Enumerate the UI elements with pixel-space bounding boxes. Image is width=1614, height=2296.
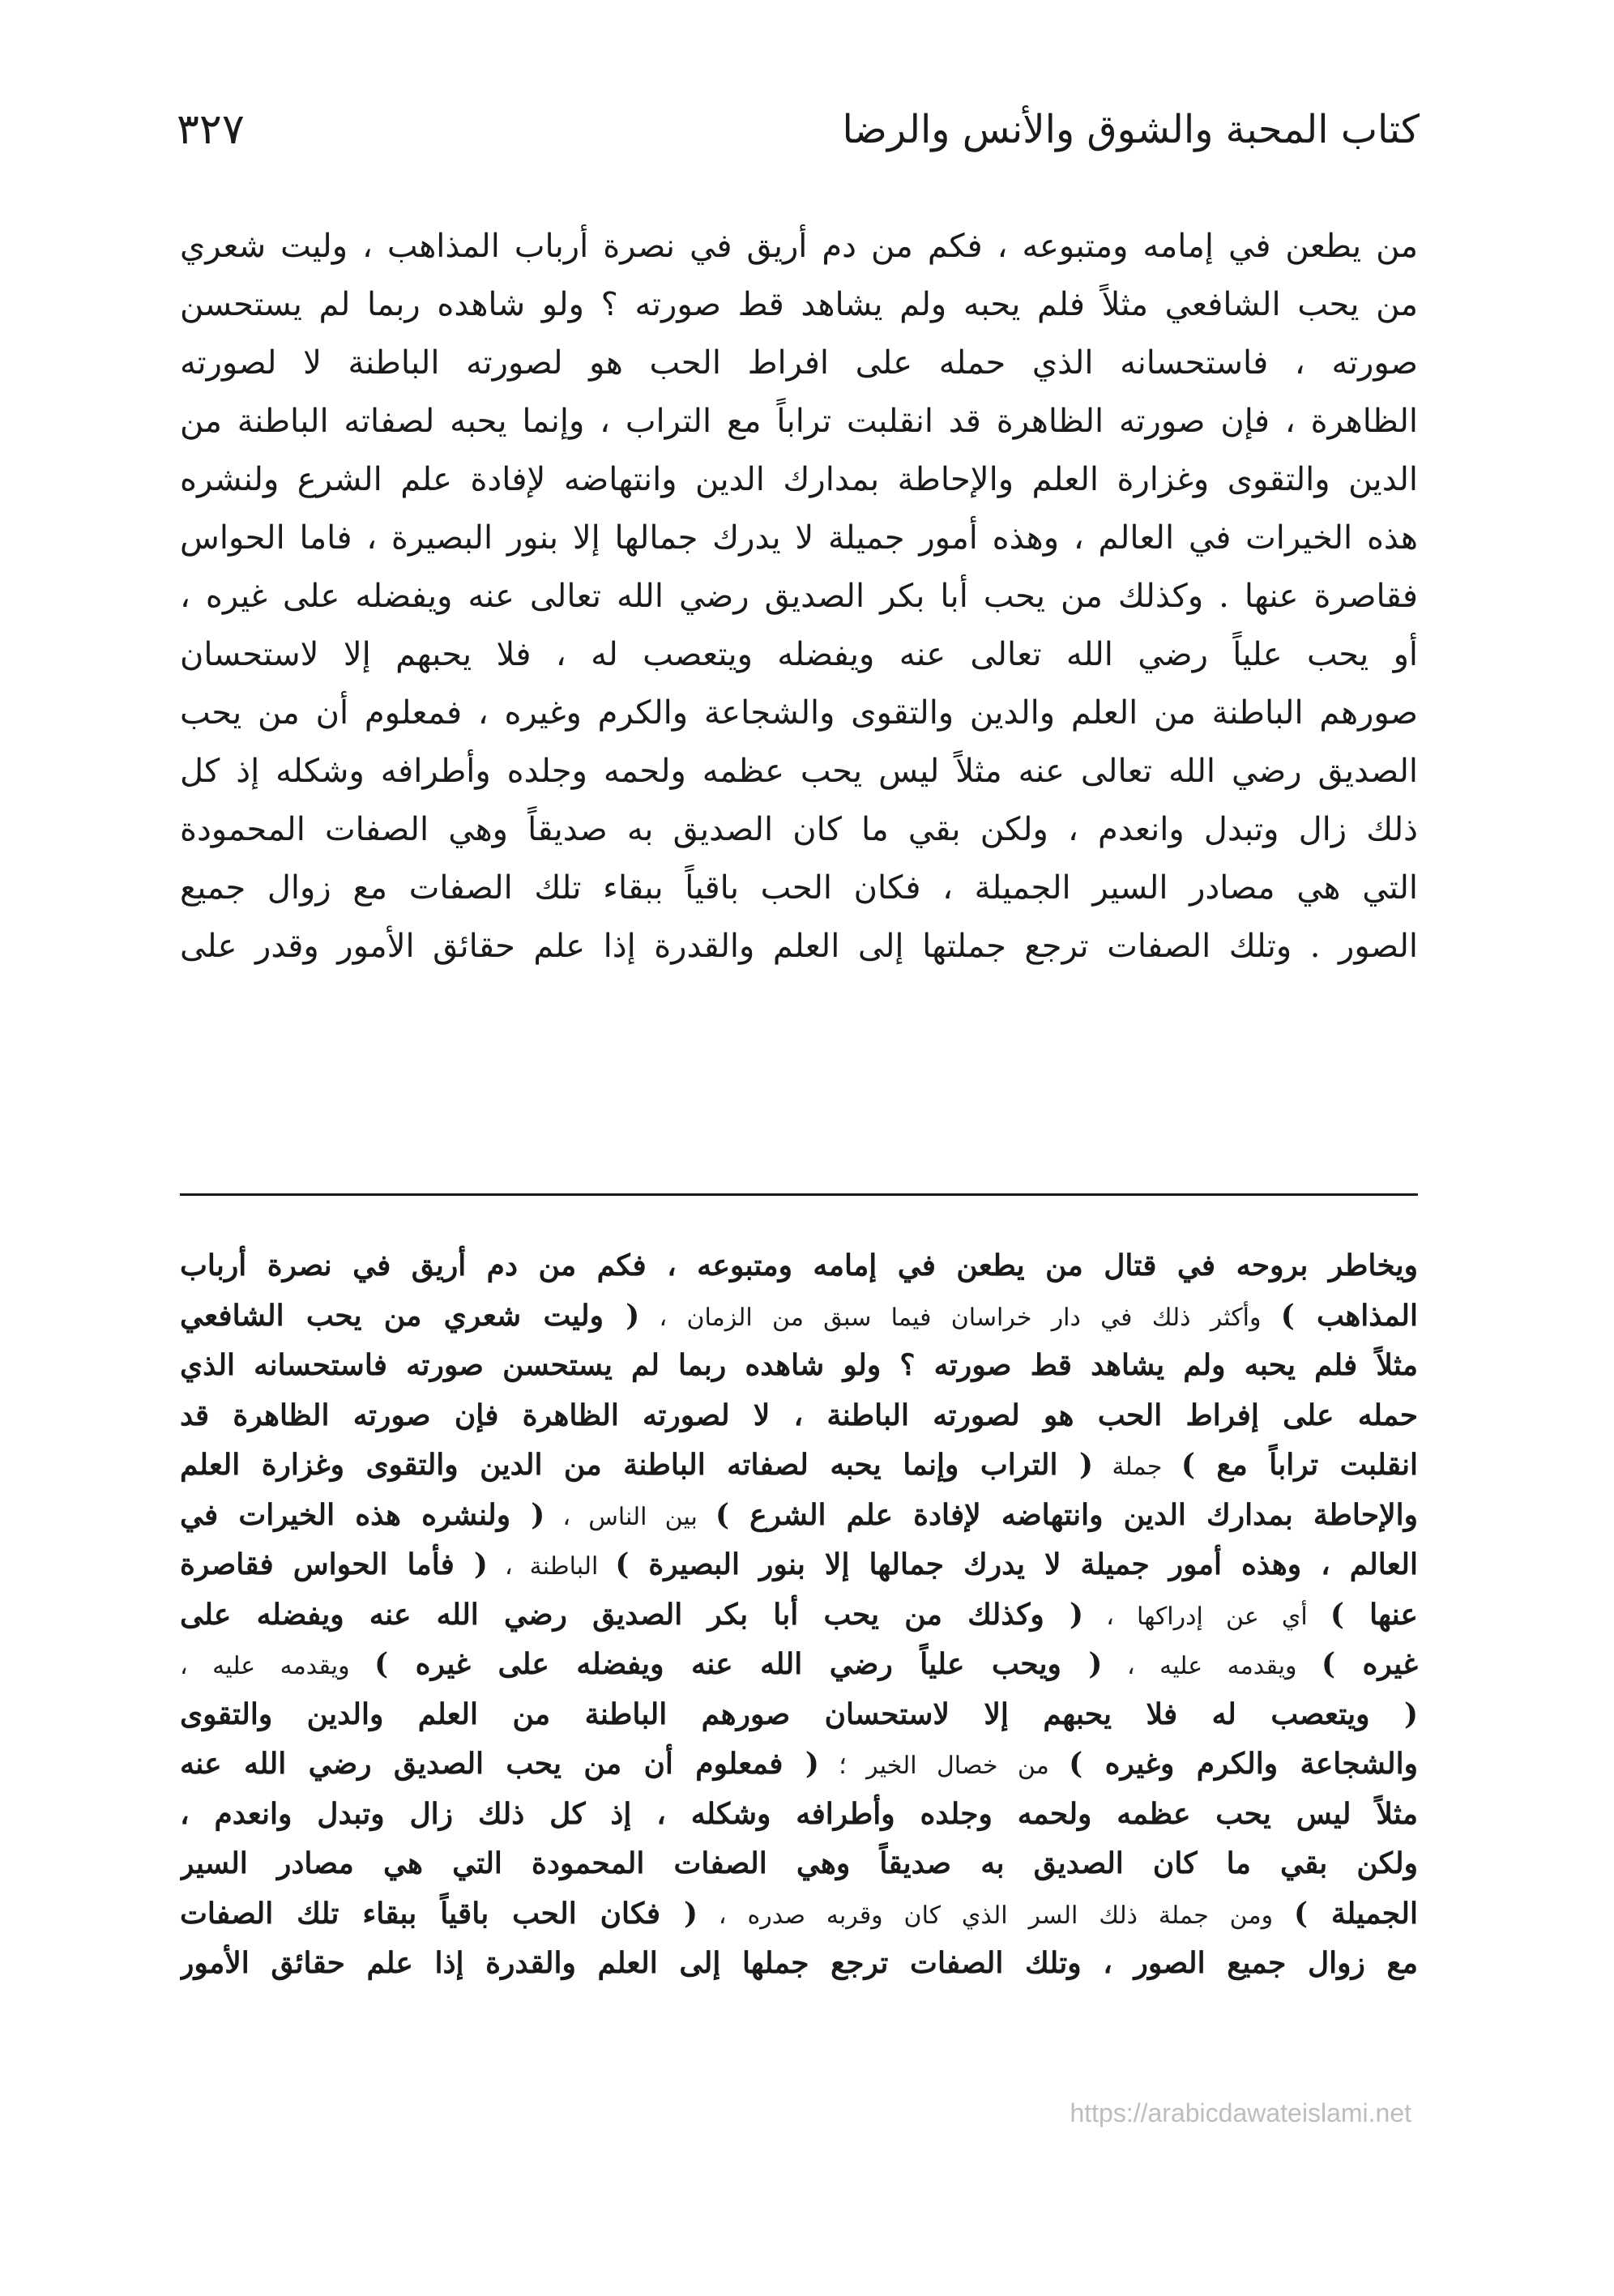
commentary-quote-run: غيره ) [1322,1647,1418,1681]
commentary-line [180,1590,1418,1641]
commentary-line [180,1540,1418,1590]
commentary-quote-run: ( وليت شعري من يحب الشافعي [180,1298,640,1333]
commentary-block [180,1241,1418,1989]
page-number: ٣٢٧ [177,105,245,154]
commentary-quote-run: مثلاً فلم يحبه ولم يشاهد قط صورته ؟ ولو شاهده ربما لم يستحسن صورته فاستحسانه الذي [180,1348,1418,1382]
main-text-line: أو يحب علياً رضي الله تعالى عنه ويفضله ويتعصب له ، فلا يحبهم إلا لاستحسان [180,636,1418,673]
commentary-gloss-run: بين الناس ، [544,1502,715,1531]
commentary-gloss-run: وأكثر ذلك في دار خراسان فيما سبق من الزمان ، [639,1303,1281,1332]
commentary-quote-run: والإحاطة بمدارك الدين وانتهاضه لإفادة علم الشرع ) [715,1497,1418,1532]
commentary-quote-run: مع زوال جميع الصور ، وتلك الصفات ترجع جملها إلى العلم والقدرة إذا علم حقائق الأمور [180,1946,1418,1980]
main-text-line: ذلك زال وتبدل وانعدم ، ولكن بقي ما كان الصديق به صديقاً وهي الصفات المحمودة [180,811,1418,848]
main-text-line: الدين والتقوى وغزارة العلم والإحاطة بمدارك الدين وانتهاضه لإفادة علم الشرع ولنشره [180,461,1418,498]
commentary-gloss-run: ومن جملة ذلك السر الذي كان وقربه صدره ، [698,1901,1294,1930]
main-text-line: من يطعن في إمامه ومتبوعه ، فكم من دم أريق في نصرة أرباب المذاهب ، وليت شعري [180,228,1418,265]
commentary-line [180,1839,1418,1889]
main-text-block [180,217,1418,975]
commentary-quote-run: ( ويحب علياً رضي الله عنه ويفضله على غيره ) [374,1647,1103,1681]
main-text-line: صورهم الباطنة من العلم والدين والتقوى والشجاعة والكرم وغيره ، فمعلوم أن من يحب [180,694,1418,732]
commentary-gloss-run: ويقدمه عليه ، [1102,1652,1322,1680]
main-text-line: صورته ، فاستحسانه الذي حمله على افراط الحب هو لصورته الباطنة لا لصورته [180,344,1418,382]
running-title: كتاب المحبة والشوق والأنس والرضا [842,107,1420,152]
separator-rule [180,1193,1418,1196]
commentary-gloss-run: جملة [1093,1453,1181,1481]
main-text-line: هذه الخيرات في العالم ، وهذه أمور جميلة لا يدرك جمالها إلا بنور البصيرة ، فاما الحواس [180,519,1418,557]
commentary-line [180,1739,1418,1790]
commentary-gloss-run: أي عن إدراكها ، [1083,1602,1330,1631]
commentary-line [180,1889,1418,1940]
commentary-quote-run: الجميلة ) [1293,1896,1418,1931]
commentary-line [180,1790,1418,1840]
commentary-line [180,1939,1418,1989]
commentary-line [180,1440,1418,1491]
commentary-quote-run: عنها ) [1330,1597,1418,1632]
commentary-quote-run: انقلبت تراباً مع ) [1181,1448,1418,1482]
commentary-quote-run: المذاهب ) [1280,1298,1418,1333]
commentary-gloss-run: ويقدمه عليه ، [180,1652,375,1680]
page-header [177,97,1420,162]
main-text-line: التي هي مصادر السير الجميلة ، فكان الحب باقياً ببقاء تلك الصفات مع زوال جميع [180,869,1418,907]
commentary-line [180,1241,1418,1291]
main-text-line: الظاهرة ، فإن صورته الظاهرة قد انقلبت تراباً مع التراب ، وإنما يحبه لصفاته الباطنة من [180,403,1418,440]
commentary-quote-run: ولكن بقي ما كان الصديق به صديقاً وهي الصفات المحمودة التي هي مصادر السير [180,1846,1418,1880]
commentary-line [180,1291,1418,1342]
commentary-quote-run: والشجاعة والكرم وغيره ) [1069,1747,1418,1781]
main-text-line: الصديق رضي الله تعالى عنه مثلاً ليس يحب عظمه ولحمه وجلده وأطرافه وشكله إذ كل [180,753,1418,790]
main-text-line: فقاصرة عنها . وكذلك من يحب أبا بكر الصديق رضي الله تعالى عنه ويفضله على غيره ، [180,578,1418,615]
commentary-quote-run: حمله على إفراط الحب هو لصورته الباطنة ، لا لصورته الظاهرة فإن صورته الظاهرة قد [180,1398,1418,1432]
commentary-quote-run: ( وكذلك من يحب أبا بكر الصديق رضي الله عنه ويفضله على [180,1597,1084,1632]
commentary-line [180,1341,1418,1391]
commentary-quote-run: ( فأما الحواس فقاصرة [180,1547,488,1581]
commentary-line [180,1690,1418,1740]
commentary-quote-run: ( فمعلوم أن من يحب الصديق رضي الله عنه [180,1747,819,1781]
commentary-gloss-run: من خصال الخير ؛ [818,1752,1070,1780]
commentary-line [180,1640,1418,1690]
commentary-quote-run: ( فكان الحب باقياً ببقاء تلك الصفات [180,1896,698,1931]
commentary-quote-run: مثلاً ليس يحب عظمه ولحمه وجلده وأطرافه وشكله ، إذ كل ذلك زال وتبدل وانعدم ، [180,1796,1418,1831]
commentary-quote-run: ( ويتعصب له فلا يحبهم إلا لاستحسان صورهم الباطنة من العلم والدين والتقوى [180,1696,1418,1731]
commentary-quote-run: ويخاطر بروحه في قتال من يطعن في إمامه ومتبوعه ، فكم من دم أريق في نصرة أرباب [180,1248,1418,1282]
commentary-quote-run: العالم ، وهذه أمور جميلة لا يدرك جمالها إلا بنور البصيرة ) [615,1547,1418,1581]
main-text-line: الصور . وتلك الصفات ترجع جملتها إلى العلم والقدرة إذا علم حقائق الأمور وقدر على [180,928,1418,965]
commentary-quote-run: ( ولنشره هذه الخيرات في [180,1497,545,1532]
commentary-quote-run: ( التراب وإنما يحبه لصفاته الباطنة من الدين والتقوى وغزارة العلم [180,1448,1093,1482]
commentary-line [180,1491,1418,1541]
commentary-line [180,1391,1418,1441]
main-text-line: من يحب الشافعي مثلاً فلم يحبه ولم يشاهد قط صورته ؟ ولو شاهده ربما لم يستحسن [180,286,1418,323]
watermark-url: https://arabicdawateislami.net [1070,2098,1411,2127]
commentary-gloss-run: الباطنة ، [487,1552,616,1581]
